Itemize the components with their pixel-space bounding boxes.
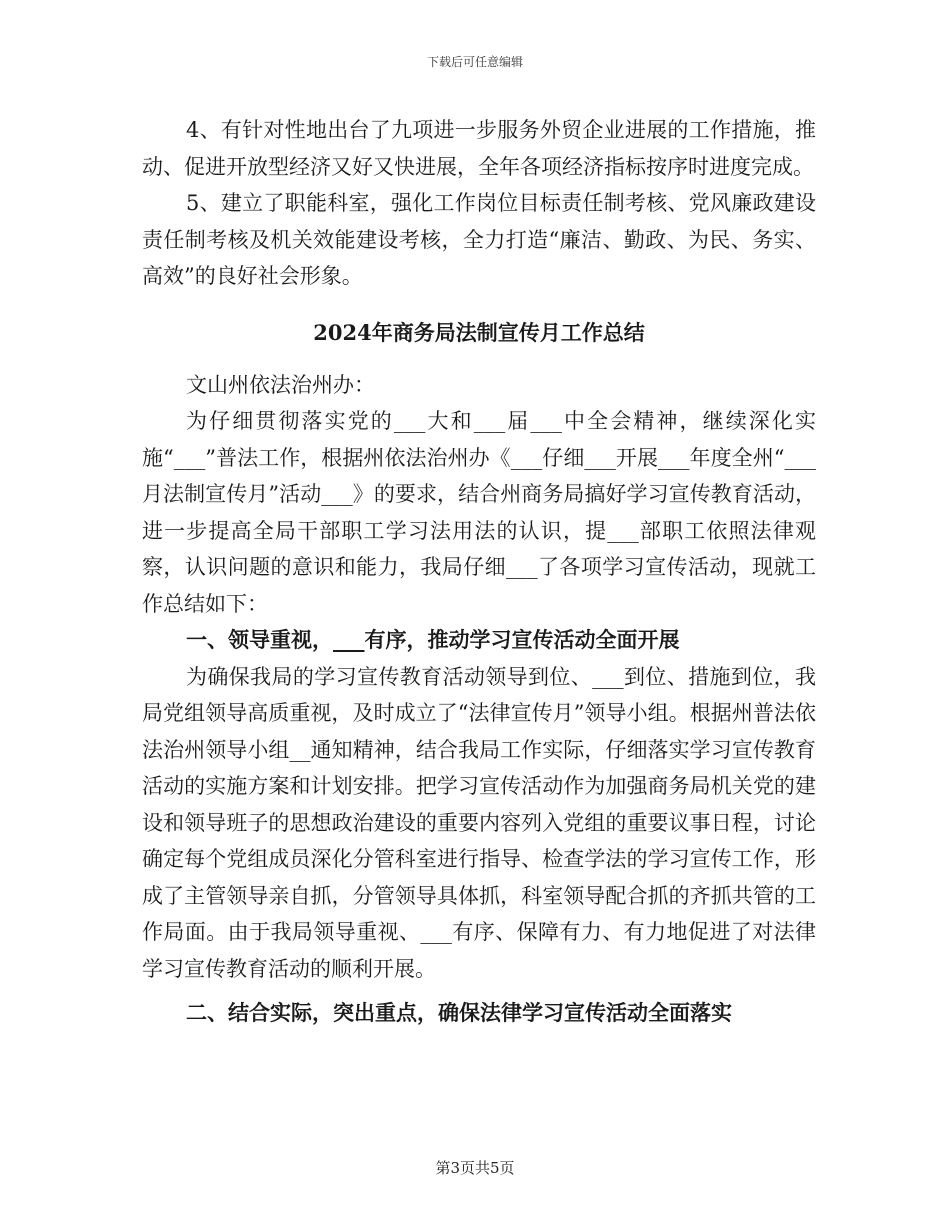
salutation: 文山州依法治州办： xyxy=(186,372,375,397)
paragraph-intro: 为仔细贯彻落实党的___大和___届___中全会精神，继续深化实施“___”普法工作，根据州依法治州办《___仔细___开展___年度全州“___月法制宣传月”活动___》的要求，结合州商务局搞好学习宣传教育活动，进一步提高全局干部职工学习法用法的认识，提___部职工依照法律观察，认识问题的意识和能力，我局仔细___了各项学习宣传活动，现就工作总结如下： xyxy=(142,409,816,616)
paragraph-item-4: 4、有针对性地出台了九项进一步服务外贸企业进展的工作措施，推动、促进开放型经济又好又快进展，全年各项经济指标按序时进度完成。 xyxy=(142,118,816,179)
paragraph-section-1: 为确保我局的学习宣传教育活动领导到位、___到位、措施到位，我局党组领导高质重视，及时成立了“法律宣传月”领导小组。根据州普法依法治州领导小组__通知精神，结合我局工作实际，仔细落实学习宣传教育活动的实施方案和计划安排。把学习宣传活动作为加强商务局机关党的建设和领导班子的思想政治建设的重要内容列入党组的重要议事日程，讨论确定每个党组成员深化分管科室进行指导、检查学法的学习宣传工作，形成了主管领导亲自抓，分管领导具体抓，科室领导配合抓的齐抓共管的工作局面。由于我局领导重视、___有序、保障有力、有力地促进了对法律学习宣传教育活动的顺利开展。 xyxy=(142,664,816,981)
section-heading-2: 二、结合实际，突出重点，确保法律学习宣传活动全面落实 xyxy=(186,1000,732,1025)
section-heading-1: 一、领导重视，___有序，推动学习宣传活动全面开展 xyxy=(186,627,680,652)
page-number: 第3页共5页 xyxy=(435,1159,515,1177)
paragraph-item-5: 5、建立了职能科室，强化工作岗位目标责任制考核、党风廉政建设责任制考核及机关效能建设考核，全力打造“廉洁、勤政、为民、务实、高效”的良好社会形象。 xyxy=(142,191,816,288)
document-body xyxy=(142,112,816,1032)
document-title: 2024年商务局法制宣传月工作总结 xyxy=(313,319,645,345)
header-note: 下载后可任意编辑 xyxy=(426,55,523,69)
